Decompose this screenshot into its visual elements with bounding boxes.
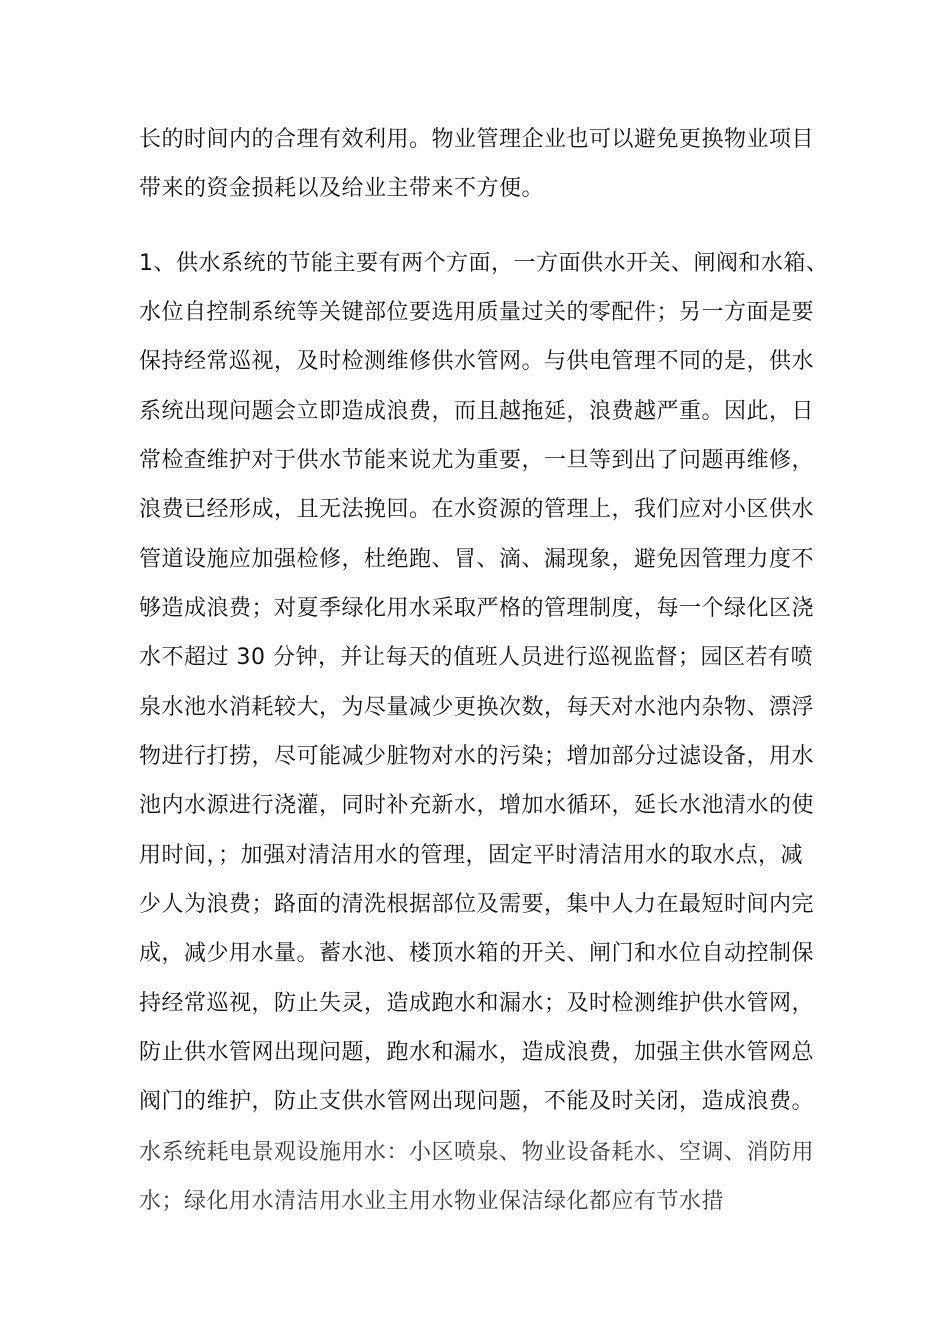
text-line: 池内水源进行浇灌，同时补充新水，增加水循环，延长水池清水的使 (139, 793, 815, 818)
text-line: 少人为浪费；路面的清洗根据部位及需要，集中人力在最短时间内完 (139, 892, 815, 917)
text-line: 防止供水管网出现问题，跑水和漏水，造成浪费，加强主供水管网总 (139, 1040, 815, 1065)
text-line: 浪费已经形成，且无法挽回。在水资源的管理上，我们应对小区供水 (139, 497, 815, 522)
text-line: 水不超过 30 分钟，并让每天的值班人员进行巡视监督；园区若有喷 (139, 645, 813, 670)
text-line: 水；绿化用水清洁用水业主用水物业保洁绿化都应有节水措 (139, 1189, 725, 1214)
text-line: 水系统耗电景观设施用水：小区喷泉、物业设备耗水、空调、消防用 (139, 1140, 815, 1165)
text-line: 用时间，；加强对清洁用水的管理，固定平时清洁用水的取水点，减 (139, 843, 804, 868)
text-line: 保持经常巡视，及时检测维修供水管网。与供电管理不同的是，供水 (139, 349, 815, 374)
text-line: 成，减少用水量。蓄水池、楼顶水箱的开关、闸门和水位自动控制保 (139, 941, 815, 966)
text-line: 长的时间内的合理有效利用。物业管理企业也可以避免更换物业项目 (139, 127, 815, 152)
text-line: 泉水池水消耗较大，为尽量减少更换次数，每天对水池内杂物、漂浮 (139, 695, 815, 720)
text-line: 水位自控制系统等关键部位要选用质量过关的零配件；另一方面是要 (139, 300, 815, 325)
text-line: 1、供水系统的节能主要有两个方面，一方面供水开关、闸阀和水箱、 (139, 251, 829, 276)
text-line: 持经常巡视，防止失灵，造成跑水和漏水；及时检测维护供水管网， (139, 991, 815, 1016)
text-line: 系统出现问题会立即造成浪费，而且越拖延，浪费越严重。因此，日 (139, 399, 815, 424)
text-line: 带来的资金损耗以及给业主带来不方便。 (139, 176, 545, 201)
text-line: 阀门的维护，防止支供水管网出现问题，不能及时关闭，造成浪费。 (139, 1089, 815, 1114)
text-line: 物进行打捞，尽可能减少脏物对水的污染；增加部分过滤设备，用水 (139, 744, 815, 769)
text-line: 够造成浪费；对夏季绿化用水采取严格的管理制度，每一个绿化区浇 (139, 596, 815, 621)
text-line: 管道设施应加强检修，杜绝跑、冒、滴、漏现象，避免因管理力度不 (139, 547, 815, 572)
text-line: 常检查维护对于供水节能来说尤为重要，一旦等到出了问题再维修， (139, 448, 815, 473)
